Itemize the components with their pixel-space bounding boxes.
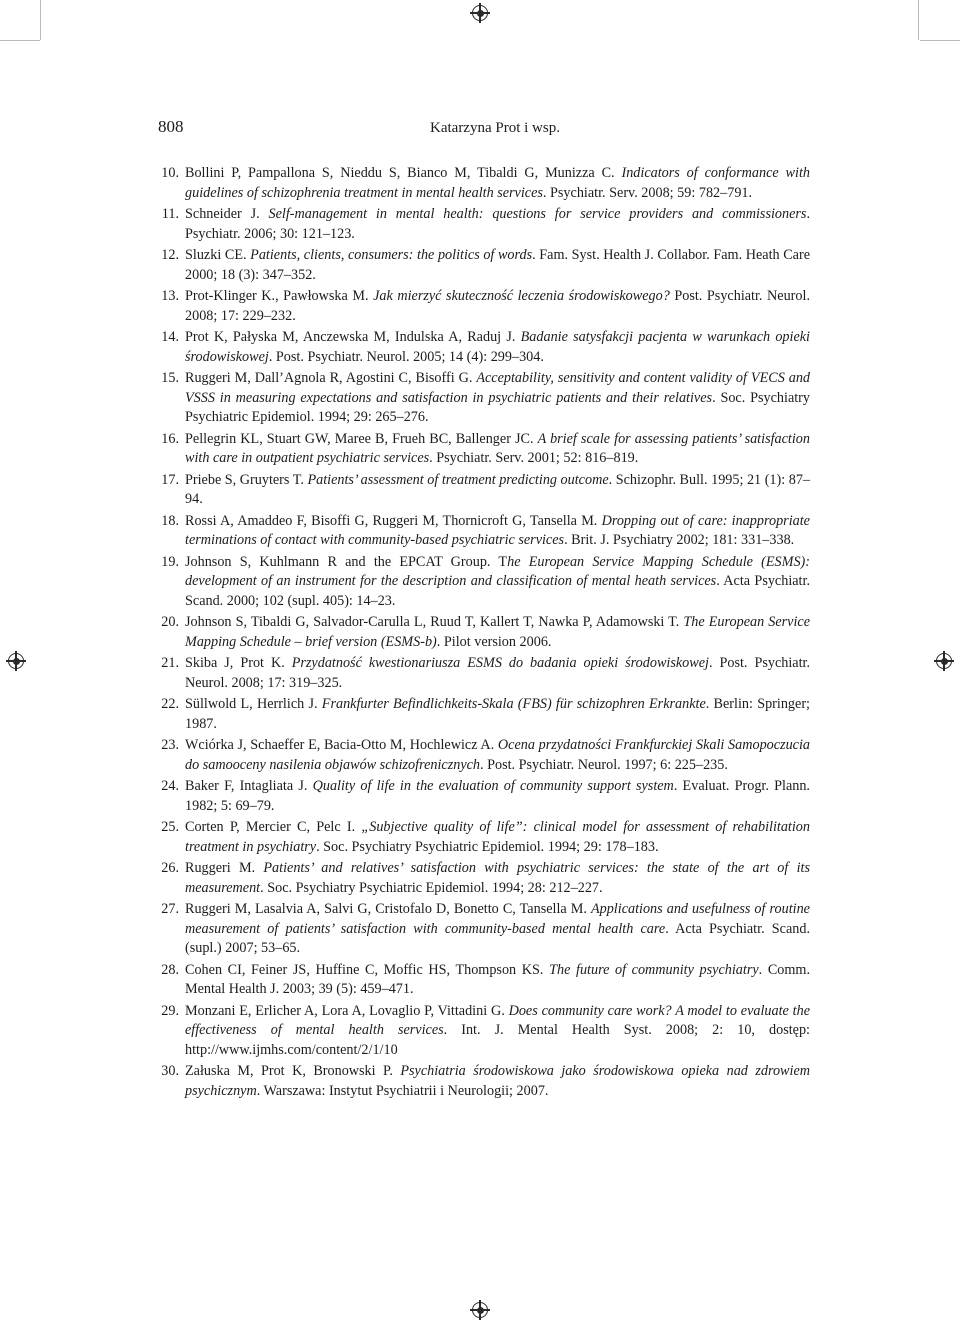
reference-title: Indicators of conformance with guidelines of schizophrenia treatment in mental health services — [185, 165, 810, 201]
reference-authors: Rossi A, Amaddeo F, Bisoffi G, Ruggeri M, Thornicroft G, Tansella M. — [185, 512, 602, 529]
reference-source: . Post. Psychiatr. Neurol. 1997; 6: 225–235. — [480, 756, 728, 773]
reference-source: . Berlin: Springer; 1987. — [185, 696, 810, 732]
reference-number: 15. — [161, 370, 179, 386]
crop-mark — [918, 0, 919, 40]
reference-authors: Wciórka J, Schaeffer E, Bacia-Otto M, Hochlewicz A. — [185, 737, 498, 753]
reference-item — [155, 328, 810, 367]
reference-authors: Prot K, Pałyska M, Anczewska M, Indulska A, Raduj J. — [185, 329, 521, 345]
reference-title: „Subjective quality of life”: clinical model for assessment of rehabilitation treatment in psychiatry — [185, 819, 810, 855]
reference-item — [155, 369, 810, 428]
reference-source: . Schizophr. Bull. 1995; 21 (1): 87–94. — [185, 471, 811, 507]
reference-number: 14. — [161, 329, 179, 345]
reference-number: 28. — [161, 961, 179, 978]
reference-title: The European Service Mapping Schedule – brief version (ESMS-b) — [185, 614, 810, 650]
reference-authors: Bollini P, Pampallona S, Nieddu S, Bianco M, Tibaldi G, Munizza C. — [185, 165, 622, 181]
reference-title: A brief scale for assessing patients’ satisfaction with care in outpatient psychiatric services — [185, 430, 810, 466]
reference-item — [155, 818, 810, 857]
reference-title: Przydatność kwestionariusza ESMS do badania opieki środowiskowej — [291, 655, 709, 671]
reference-number: 16. — [161, 430, 179, 447]
reference-title: Self-management in mental health: questions for service providers and commissioners — [268, 206, 807, 222]
reference-number: 12. — [161, 247, 179, 263]
reference-source: . Evaluat. Progr. Plann. 1982; 5: 69–79. — [185, 778, 810, 814]
reference-authors: Ruggeri M, Lasalvia A, Salvi G, Cristofalo D, Bonetto C, Tansella M. — [185, 901, 591, 917]
reference-item — [155, 512, 810, 551]
reference-number: 27. — [161, 901, 179, 917]
reference-item — [155, 471, 810, 510]
reference-title: Does community care work? A model to evaluate the effectiveness of mental health services — [185, 1002, 810, 1038]
reference-title: Patients’ assessment of treatment predicting outcome — [307, 471, 609, 488]
reference-item — [155, 900, 810, 959]
reference-authors: Priebe S, Gruyters T. — [185, 471, 308, 488]
reference-authors: Schneider J. — [185, 206, 269, 222]
reference-list — [155, 164, 810, 1103]
page-number: 808 — [158, 117, 184, 136]
reference-title: he European Service Mapping Schedule (ESMS): development of an instrument for the description and classification of mental heath services — [185, 553, 810, 589]
reference-number: 17. — [161, 471, 179, 488]
reference-authors: Pellegrin KL, Stuart GW, Maree B, Frueh BC, Ballenger JC. — [185, 430, 538, 447]
reference-number: 11. — [161, 206, 179, 222]
reference-source: . Fam. Syst. Health J. Collabor. Fam. Heath Care 2000; 18 (3): 347–352. — [185, 247, 810, 283]
crop-mark — [40, 0, 41, 40]
reference-item — [155, 164, 810, 203]
reference-source: . Soc. Psychiatry Psychiatric Epidemiol. 1994; 29: 178–183. — [316, 838, 659, 855]
reference-source: . Psychiatr. Serv. 2001; 52: 816–819. — [429, 450, 639, 466]
crop-mark — [0, 40, 40, 41]
reference-number: 26. — [161, 860, 179, 876]
reference-item — [155, 695, 810, 734]
reference-title: Patients’ and relatives’ satisfaction with psychiatric services: the state of the art of its measurement — [185, 860, 810, 896]
reference-title: Ocena przydatności Frankfurckiej Skali Samopoczucia do samooceny nasilenia objawów schizofrenicznych — [185, 737, 811, 773]
reference-item — [155, 736, 810, 775]
reference-item — [155, 246, 810, 285]
reference-authors: Johnson S, Kuhlmann R and the EPCAT Group. T — [185, 553, 508, 570]
reference-number: 30. — [161, 1063, 179, 1079]
reference-source: . Soc. Psychiatry Psychiatric Epidemiol. 1994; 29: 265–276. — [185, 389, 810, 425]
reference-number: 13. — [161, 288, 179, 304]
reference-item — [155, 430, 810, 469]
reference-authors: Johnson S, Tibaldi G, Salvador-Carulla L, Ruud T, Kallert T, Nawka P, Adamowski T. — [185, 614, 684, 630]
reference-source: . Int. J. Mental Health Syst. 2008; 2: 10, dostęp: http://www.ijmhs.com/content/2/1/10 — [185, 1022, 810, 1058]
reference-authors: Süllwold L, Herrlich J. — [185, 696, 322, 712]
reference-title: Quality of life in the evaluation of community support system — [312, 778, 674, 794]
reference-authors: Załuska M, Prot K, Bronowski P. — [185, 1063, 401, 1079]
reference-title: Badanie satysfakcji pacjenta w warunkach opieki środowiskowej — [185, 329, 810, 365]
reference-source: . Post. Psychiatr. Neurol. 2005; 14 (4): 299–304. — [268, 348, 544, 365]
reference-authors: Prot-Klinger K., Pawłowska M. — [185, 288, 374, 304]
reference-title: Jak mierzyć skuteczność leczenia środowiskowego? — [373, 288, 670, 304]
reference-source: . Brit. J. Psychiatry 2002; 181: 331–338. — [564, 532, 795, 548]
registration-mark-icon — [936, 653, 952, 669]
reference-item — [155, 654, 810, 693]
reference-authors: Cohen CI, Feiner JS, Huffine C, Moffic HS, Thompson KS. — [185, 961, 550, 978]
crop-mark — [920, 40, 960, 41]
reference-item — [155, 1062, 810, 1101]
reference-source: . Psychiatr. Serv. 2008; 59: 782–791. — [542, 184, 753, 201]
reference-source: . Warszawa: Instytut Psychiatrii i Neurologii; 2007. — [256, 1082, 549, 1099]
reference-authors: Corten P, Mercier C, Pelc I. — [185, 819, 362, 835]
reference-source: . Post. Psychiatr. Neurol. 2008; 17: 319–325. — [185, 655, 811, 691]
reference-number: 10. — [161, 165, 179, 181]
running-head: Katarzyna Prot i wsp. — [430, 120, 560, 136]
reference-number: 18. — [161, 512, 179, 529]
reference-source: . Comm. Mental Health J. 2003; 39 (5): 459–471. — [185, 961, 810, 997]
reference-source: . Acta Psychiatr. Scand. 2000; 102 (supl. 405): 14–23. — [185, 573, 810, 609]
reference-title: Patients, clients, consumers: the politics of words — [250, 247, 533, 263]
reference-item — [155, 961, 810, 1000]
reference-authors: Ruggeri M. — [185, 860, 264, 876]
reference-title: Frankfurter Befindlichkeits-Skala (FBS) für schizophren Erkrankte — [321, 696, 706, 712]
reference-item — [155, 777, 810, 816]
reference-number: 22. — [161, 696, 179, 712]
reference-source: . Soc. Psychiatry Psychiatric Epidemiol. 1994; 28: 212–227. — [260, 879, 603, 896]
reference-authors: Ruggeri M, Dall’Agnola R, Agostini C, Bisoffi G. — [185, 370, 477, 386]
reference-title: The future of community psychiatry — [549, 961, 759, 978]
reference-number: 23. — [161, 737, 179, 753]
reference-item — [155, 553, 810, 612]
reference-item — [155, 287, 810, 326]
reference-number: 24. — [161, 778, 179, 794]
reference-item — [155, 613, 810, 652]
reference-source: . Acta Psychiatr. Scand. (supl.) 2007; 53–65. — [185, 920, 810, 956]
reference-title: Acceptability, sensitivity and content validity of VECS and VSSS in measuring expectations and satisfaction in psychiatric patients and their relatives — [185, 370, 811, 406]
reference-authors: Sluzki CE. — [185, 247, 251, 263]
reference-number: 19. — [161, 553, 179, 570]
reference-number: 21. — [161, 655, 179, 671]
reference-authors: Skiba J, Prot K. — [185, 655, 292, 671]
registration-mark-icon — [472, 5, 488, 21]
reference-title: Dropping out of care: inappropriate terminations of contact with community-based psychiatric services — [185, 512, 810, 548]
reference-source: Post. Psychiatr. Neurol. 2008; 17: 229–232. — [185, 288, 810, 324]
reference-authors: Baker F, Intagliata J. — [185, 778, 313, 794]
reference-item — [155, 859, 810, 898]
reference-number: 25. — [161, 819, 179, 835]
reference-source: . Psychiatr. 2006; 30: 121–123. — [185, 206, 810, 242]
registration-mark-icon — [472, 1302, 488, 1318]
registration-mark-icon — [8, 653, 24, 669]
reference-title: Applications and usefulness of routine measurement of patients’ satisfaction with community-based mental health care — [185, 901, 810, 937]
reference-source: . Pilot version 2006. — [436, 633, 552, 650]
reference-authors: Monzani E, Erlicher A, Lora A, Lovaglio P, Vittadini G. — [185, 1002, 509, 1019]
reference-item — [155, 205, 810, 244]
reference-number: 20. — [161, 614, 179, 630]
reference-number: 29. — [161, 1002, 179, 1019]
reference-title: Psychiatria środowiskowa jako środowiskowa opieka nad zdrowiem psychicznym — [185, 1063, 810, 1099]
reference-item — [155, 1002, 810, 1061]
